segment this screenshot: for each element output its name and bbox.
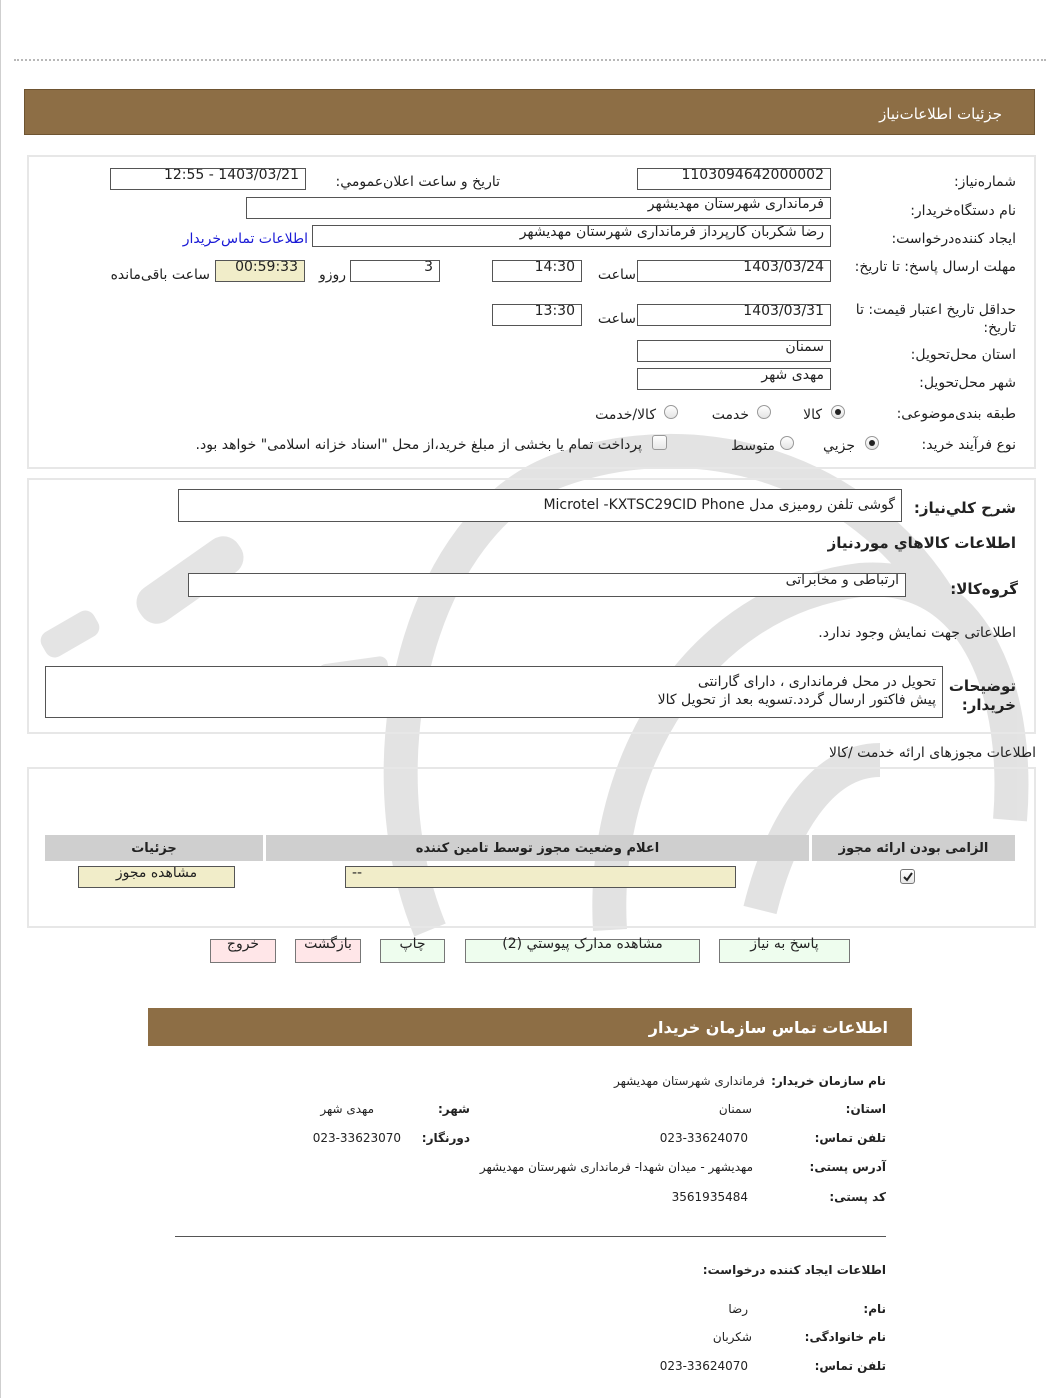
fax-label: دورنگار: [421, 1131, 470, 1145]
goods-section-title: اطلاعات کالاهاي موردنياز [827, 534, 1016, 552]
summary-field: گوشی تلفن رومیزی مدل Microtel -KXTSC29CID Phone [178, 489, 902, 522]
city-field: مهدی شهر [637, 368, 831, 390]
goods-group-field: ارتباطی و مخابراتی [188, 573, 906, 597]
postal-value: 3561935484 [671, 1190, 748, 1204]
col-required: الزامی بودن ارائه مجوز [812, 835, 1015, 861]
creator-info-title: اطلاعات ایجاد کننده درخواست: [702, 1263, 886, 1277]
need-number-field: 1103094642000002 [637, 168, 831, 190]
creator-phone-label: تلفن تماس: [814, 1359, 886, 1373]
contact-province-value: سمنان [718, 1102, 752, 1116]
contact-city-value: مهدی شهر [320, 1102, 374, 1116]
page-left-border [0, 0, 1, 1398]
process-medium-radio[interactable] [780, 436, 794, 450]
goods-group-label: گروه‌کالا: [950, 580, 1018, 598]
licenses-table [42, 832, 1018, 895]
deadline-time-field: 14:30 [492, 260, 582, 282]
contact-phone-label: تلفن تماس: [814, 1131, 886, 1145]
creator-field: رضا شکربان کارپرداز فرمانداری شهرستان مهدیشهر [312, 225, 831, 247]
buyer-contact-link[interactable]: اطلاعات تماس‌خریدار [182, 231, 308, 247]
creator-family-value: شکربان [712, 1330, 752, 1344]
validity-time-field: 13:30 [492, 304, 582, 326]
details-cell [45, 864, 263, 892]
buyer-notes-label: توضیحات خریدار: [948, 677, 1016, 714]
category-label: طبقه بندی‌موضوعی: [896, 406, 1016, 422]
buyer-notes-line-1: تحویل در محل فرمانداری ، دارای گارانتی [697, 674, 936, 690]
deadline-time-label: ساعت [597, 267, 636, 283]
back-button[interactable]: بازگشت [295, 939, 361, 963]
contact-title-bar [148, 1008, 912, 1046]
license-status-field: -- [345, 866, 736, 888]
contact-city-label: شهر: [438, 1102, 470, 1116]
summary-label: شرح کلي‌نياز: [913, 499, 1016, 517]
treasury-payment-checkbox[interactable] [652, 435, 667, 450]
org-value: فرمانداری شهرستان مهدیشهر [613, 1074, 765, 1088]
category-goods-label: کالا [803, 407, 822, 423]
print-button[interactable]: چاپ [380, 939, 445, 963]
validity-date-field: 1403/03/31 [637, 304, 831, 326]
page-title-bar [24, 89, 1035, 135]
process-label: نوع فرآیند خرید: [921, 437, 1016, 453]
days-label: روزو [318, 267, 346, 283]
contact-title: اطلاعات تماس سازمان خریدار [648, 1018, 888, 1037]
view-license-button[interactable]: مشاهده مجوز [78, 866, 235, 888]
contact-divider [175, 1236, 886, 1237]
contact-phone-value: 023-33624070 [659, 1131, 748, 1145]
process-medium-label: متوسط [731, 438, 775, 454]
buyer-org-field: فرمانداری شهرستان مهدیشهر [246, 197, 831, 219]
category-both-radio[interactable] [664, 405, 678, 419]
treasury-payment-note: پرداخت تمام یا بخشی از مبلغ خرید،از محل "اسناد خزانه اسلامی" خواهد بود. [195, 437, 642, 453]
licenses-title: اطلاعات مجوزهای ارائه خدمت /کالا [829, 745, 1036, 761]
category-both-label: کالا/خدمت [595, 407, 656, 423]
required-cell [812, 864, 1015, 892]
category-goods-radio[interactable] [831, 405, 845, 419]
creator-name-label: نام: [863, 1302, 886, 1316]
exit-button[interactable]: خروج [210, 939, 276, 963]
category-service-radio[interactable] [757, 405, 771, 419]
fax-value: 023-33623070 [312, 1131, 401, 1145]
address-value: مهدیشهر - میدان شهدا- فرمانداری شهرستان مهدیشهر [479, 1160, 753, 1174]
creator-family-label: نام خانوادگی: [804, 1330, 886, 1344]
creator-name-value: رضا [728, 1302, 748, 1316]
process-minor-radio[interactable] [865, 436, 879, 450]
need-number-label: شماره‌نیاز: [953, 174, 1016, 190]
validity-time-label: ساعت [597, 311, 636, 327]
table-row [45, 864, 1015, 892]
postal-label: کد پستی: [829, 1190, 886, 1204]
creator-phone-value: 023-33624070 [659, 1359, 748, 1373]
check-icon [901, 870, 914, 883]
creator-label: ایجاد کننده‌درخواست: [891, 231, 1016, 247]
col-status: اعلام وضعیت مجوز توسط تامین کننده [266, 835, 809, 861]
contact-province-label: استان: [845, 1102, 886, 1116]
remaining-days-field: 3 [350, 260, 440, 282]
province-label: استان محل‌تحویل: [910, 347, 1016, 363]
province-field: سمنان [637, 340, 831, 362]
deadline-date-field: 1403/03/24 [637, 260, 831, 282]
category-service-label: خدمت [711, 407, 749, 423]
buyer-notes-line-2: پیش فاکتور ارسال گردد.تسویه بعد از تحویل کالا [657, 692, 936, 708]
license-required-checkbox [900, 869, 915, 884]
remaining-label: ساعت باقی‌مانده [110, 267, 210, 283]
no-data-message: اطلاعاتی جهت نمایش وجود ندارد. [818, 625, 1016, 641]
attachments-button[interactable]: مشاهده مدارک پیوستي (2) [465, 939, 700, 963]
announce-label: تاریخ و ساعت اعلان‌عمومي: [335, 174, 500, 190]
reply-button[interactable]: پاسخ به نياز [719, 939, 850, 963]
announce-field: 1403/03/21 - 12:55 [110, 168, 306, 190]
org-label: نام سازمان خریدار: [771, 1074, 886, 1088]
status-cell [266, 864, 809, 892]
address-label: آدرس پستی: [809, 1160, 886, 1174]
col-details: جزئیات [45, 835, 263, 861]
buyer-notes-field [45, 666, 943, 718]
validity-label: حداقل تاریخ اعتبار قیمت: تا تاریخ: [855, 302, 1016, 336]
process-minor-label: جزيي [823, 438, 855, 454]
page-title: جزئیات اطلاعات‌نیاز [879, 105, 1002, 123]
buyer-org-label: نام دستگاه‌خریدار: [910, 203, 1016, 219]
top-divider [14, 59, 1046, 61]
city-label: شهر محل‌تحویل: [919, 375, 1016, 391]
deadline-label: مهلت ارسال پاسخ: تا تاریخ: [854, 259, 1016, 275]
remaining-time-field: 00:59:33 [215, 260, 305, 282]
